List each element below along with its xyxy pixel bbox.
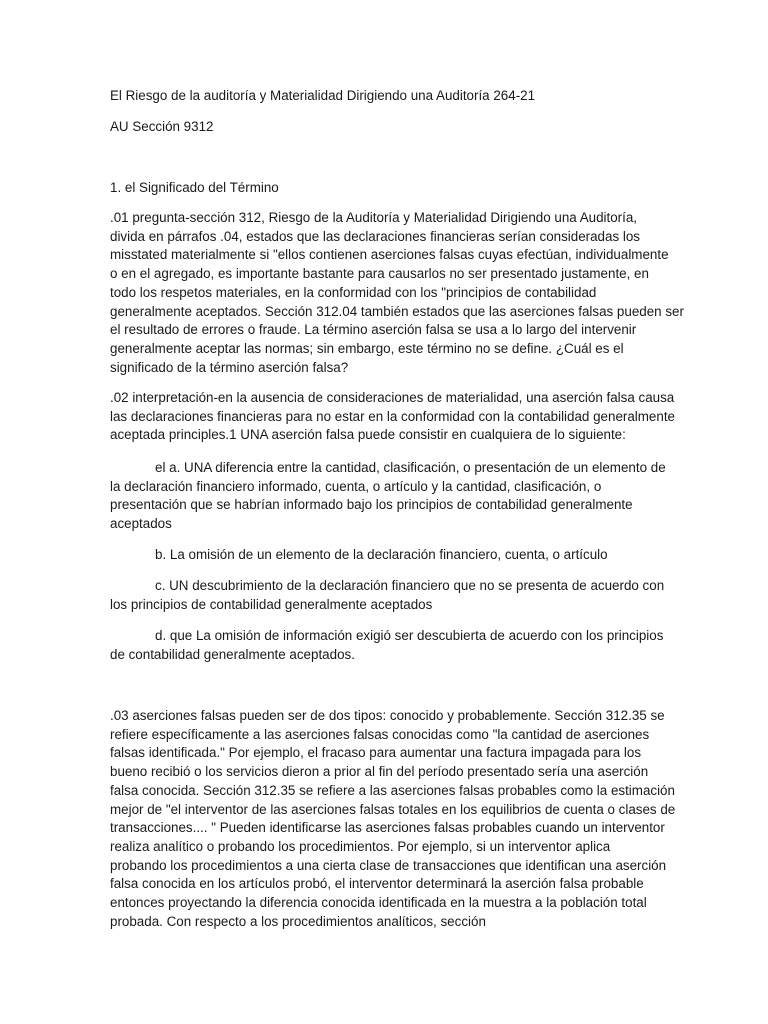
text-line: b. La omisión de un elemento de la declaración financiero, cuenta, o artículo	[155, 547, 608, 562]
text-line: transacciones.... " Pueden identificarse las aserciones falsas probables cuando un interventor	[110, 820, 665, 836]
text-line: falsa conocida. Sección 312.35 se refiere a las aserciones falsas probables como la estimación	[110, 782, 675, 798]
text-line: las declaraciones financieras para no estar en la conformidad con la contabilidad generalmente	[110, 408, 675, 424]
text-line: refiere específicamente a las aserciones falsas conocidas como "la cantidad de aserciones	[110, 726, 650, 742]
list-item-c	[110, 577, 670, 614]
list-item-a	[110, 459, 670, 534]
text-line: falsa conocida en los artículos probó, el interventor determinará la aserción falsa probable	[110, 876, 644, 892]
paragraph-02	[110, 389, 675, 445]
text-line: d. que La omisión de información exigió ser descubierta de acuerdo con los principios	[155, 628, 664, 643]
text-line	[110, 546, 670, 565]
paragraph-01	[110, 209, 684, 377]
text-line: .01 pregunta-sección 312, Riesgo de la Auditoría y Materialidad Dirigiendo una Auditoría,	[110, 210, 638, 225]
text-line: el a. UNA diferencia entre la cantidad, clasificación, o presentación de un elemento de	[155, 460, 666, 475]
text-line: o en el agregado, es importante bastante para causarlos no ser presentado justamente, en	[110, 266, 649, 282]
text-line: entonces proyectando la diferencia conocida identificada en la muestra a la población total	[110, 895, 647, 911]
text-line: bueno recibió o los servicios dieron a prior al fin del período presentado sería una aserción	[110, 764, 649, 780]
text-line: misstated materialmente si "ellos contienen aserciones falsas cuyas efectúan, individualmente	[110, 247, 669, 263]
text-line: aceptados	[110, 516, 172, 532]
text-line: mejor de "el interventor de las aserciones falsas totales en los equilibrios de cuenta o clases de	[110, 801, 676, 817]
text-line: los principios de contabilidad generalmente aceptados	[110, 596, 433, 612]
text-line: generalmente aceptados. Sección 312.04 también estados que las aserciones falsas pueden ser	[110, 303, 684, 319]
text-line: c. UN descubrimiento de la declaración financiero que no se presenta de acuerdo con	[155, 578, 665, 593]
text-line: la declaración financiero informado, cuenta, o artículo y la cantidad, clasificación, o	[110, 478, 602, 494]
text-line: .02 interpretación-en la ausencia de consideraciones de materialidad, una aserción falsa causa	[110, 390, 675, 405]
text-line	[110, 577, 670, 596]
text-line	[110, 459, 670, 478]
text-line: de contabilidad generalmente aceptados.	[110, 646, 355, 662]
text-line: todo los respetos materiales, en la conformidad con los "principios de contabilidad	[110, 284, 597, 300]
list-item-b	[110, 546, 670, 565]
section-heading: 1. el Significado del Término	[110, 180, 279, 195]
text-line: aceptada principles.1 UNA aserción falsa puede consistir en cualquiera de lo siguiente:	[110, 427, 626, 443]
text-line: divida en párrafos .04, estados que las declaraciones financieras serían consideradas los	[110, 228, 640, 244]
text-line: generalmente aceptar las normas; sin embargo, este término no se define. ¿Cuál es el	[110, 340, 624, 356]
text-line: presentación que se habrían informado bajo los principios de contabilidad generalmente	[110, 497, 633, 513]
document-title: El Riesgo de la auditoría y Materialidad Dirigiendo una Auditoría 264-21	[110, 88, 536, 103]
section-label: AU Sección 9312	[110, 119, 214, 134]
text-line: probando los procedimientos a una cierta clase de transacciones que identifican una aserción	[110, 857, 667, 873]
text-line: probada. Con respecto a los procedimientos analíticos, sección	[110, 913, 486, 929]
paragraph-03	[110, 707, 676, 931]
list-item-d	[110, 627, 670, 664]
text-line: significado de la término aserción falsa?	[110, 359, 349, 375]
text-line: realiza analítico o probando los procedimientos. Por ejemplo, si un interventor aplica	[110, 838, 611, 854]
text-line: falsas identificada." Por ejemplo, el fracaso para aumentar una factura impagada para los	[110, 745, 642, 761]
text-line: .03 aserciones falsas pueden ser de dos tipos: conocido y probablemente. Sección 312.35 se	[110, 708, 665, 723]
text-line: el resultado de errores o fraude. La término aserción falsa se usa a lo largo del intervenir	[110, 322, 637, 338]
text-line	[110, 627, 670, 646]
